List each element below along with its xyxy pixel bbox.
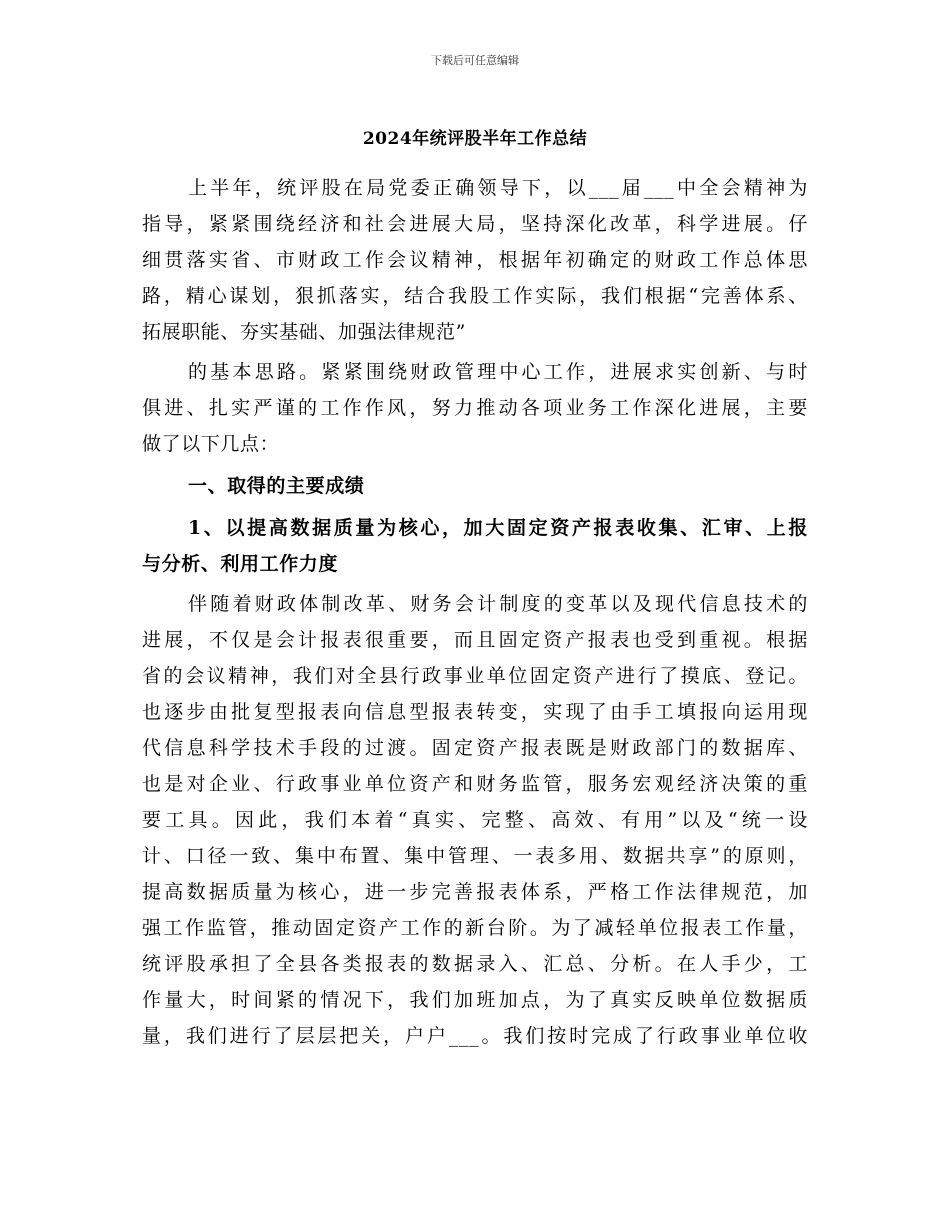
paragraph-line: 的基本思路。紧紧围绕财政管理中心工作，进展求实创新、与时 [188,361,808,383]
paragraph-line: 细贯落实省、市财政工作会议精神，根据年初确定的财政工作总体思 [142,249,808,271]
paragraph-line: 也逐步由批复型报表向信息型报表转变，实现了由手工填报向运用现 [142,701,808,723]
paragraph-line: 进展，不仅是会计报表很重要，而且固定资产报表也受到重视。根据 [142,629,808,651]
paragraph-line: 也是对企业、行政事业单位资产和财务监管，服务宏观经济决策的重 [142,773,808,795]
paragraph-line: 计、口径一致、集中布置、集中管理、一表多用、数据共享”的原则， [142,845,808,867]
document-title: 2024年统评股半年工作总结 [362,129,588,149]
paragraph-line: 省的会议精神，我们对全县行政事业单位固定资产进行了摸底、登记。 [142,665,808,687]
paragraph-line: 要工具。因此，我们本着“真实、完整、高效、有用”以及“统一设 [142,809,808,831]
paragraph-line: 代信息科学技术手段的过渡。固定资产报表既是财政部门的数据库、 [142,737,808,759]
paragraph-line: 作量大，时间紧的情况下，我们加班加点，为了真实反映单位数据质 [142,989,808,1011]
paragraph-line: 上半年，统评股在局党委正确领导下，以___届___中全会精神为 [188,177,808,199]
subsection-heading: 1、以提高数据质量为核心，加大固定资产报表收集、汇审、上报 [188,517,808,539]
paragraph-line: 强工作监管，推动固定资产工作的新台阶。为了减轻单位报表工作量， [142,917,808,939]
paragraph-line: 拓展职能、夯实基础、加强法律规范” [142,321,466,343]
paragraph-line: 做了以下几点： [142,433,280,455]
section-heading: 一、取得的主要成绩 [188,475,365,497]
paragraph-line: 指导，紧紧围绕经济和社会进展大局，坚持深化改革，科学进展。仔 [142,213,808,235]
paragraph-line: 统评股承担了全县各类报表的数据录入、汇总、分析。在人手少，工 [142,953,808,975]
paragraph-line: 俱进、扎实严谨的工作作风，努力推动各项业务工作深化进展，主要 [142,397,808,419]
document-body [142,170,808,1054]
paragraph-line: 量，我们进行了层层把关，户户___。我们按时完成了行政事业单位收 [142,1025,808,1047]
paragraph-line: 伴随着财政体制改革、财务会计制度的变革以及现代信息技术的 [188,593,808,615]
header-note: 下载后可任意编辑 [431,54,519,67]
paragraph-line: 提高数据质量为核心，进一步完善报表体系，严格工作法律规范，加 [142,881,808,903]
subsection-heading-cont: 与分析、利用工作力度 [142,553,339,575]
paragraph-line: 路，精心谋划，狠抓落实，结合我股工作实际，我们根据“完善体系、 [142,285,808,307]
